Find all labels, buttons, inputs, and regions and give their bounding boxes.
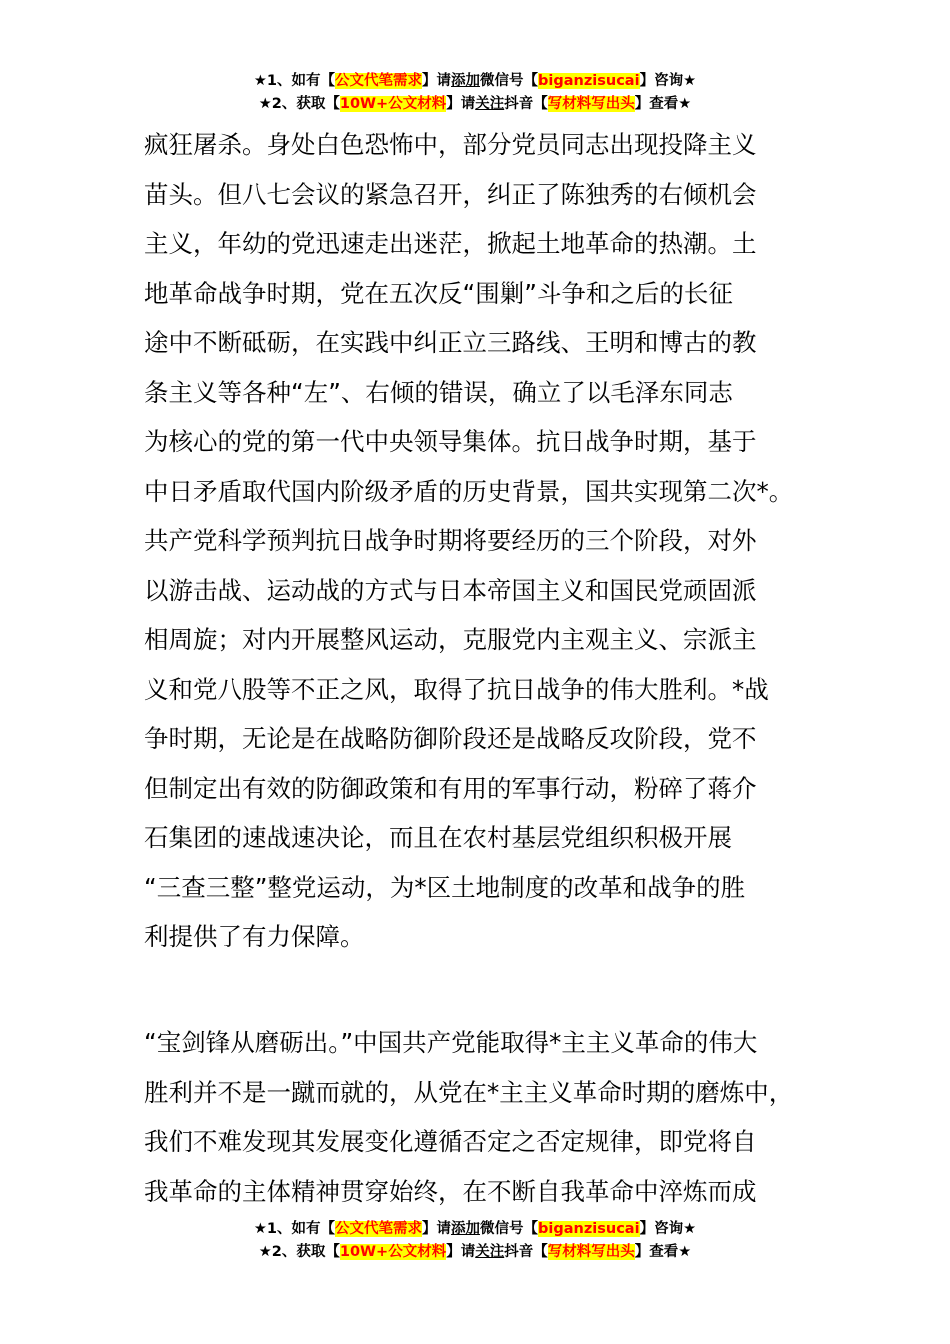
banner-2-middle-2: 抖音【 bbox=[504, 96, 548, 112]
banner-2-middle: 】请 bbox=[446, 96, 476, 112]
banner-1-underlined: 添加 bbox=[451, 73, 481, 89]
banner-1-underlined: 添加 bbox=[451, 1221, 481, 1237]
banner-1-highlight-service: 公文代笔需求 bbox=[335, 73, 423, 89]
banner-1-middle: 】请 bbox=[422, 73, 452, 89]
text-line: 义和党八股等不正之风，取得了抗日战争的伟大胜利。*战 bbox=[144, 674, 769, 704]
paragraph-1 bbox=[144, 120, 812, 962]
banner-1-highlight-wechat: biganzisucai bbox=[538, 73, 640, 89]
banner-1-suffix: 】咨询★ bbox=[639, 73, 697, 89]
banner-2-highlight-materials: 10W+公文材料 bbox=[339, 96, 447, 112]
banner-1-middle: 】请 bbox=[422, 1221, 452, 1237]
banner-1-highlight-wechat: biganzisucai bbox=[538, 1221, 640, 1237]
text-line: 地革命战争时期，党在五次反“围剿”斗争和之后的长征 bbox=[144, 278, 733, 308]
text-line: 石集团的速战速决论，而且在农村基层党组织积极开展 bbox=[144, 823, 732, 852]
banner-2-highlight-douyin: 写材料写出头 bbox=[547, 1244, 635, 1260]
text-line: 胜利并不是一蹴而就的，从党在*主主义革命时期的磨炼中， bbox=[144, 1077, 794, 1107]
text-line: 共产党科学预判抗日战争时期将要经历的三个阶段，对外 bbox=[144, 526, 757, 555]
text-line: 疯狂屠杀。身处白色恐怖中，部分党员同志出现投降主义 bbox=[144, 130, 757, 159]
text-line: 利提供了有力保障。 bbox=[144, 922, 365, 951]
banner-1-middle-2: 微信号【 bbox=[480, 1221, 539, 1237]
banner-2-underlined: 关注 bbox=[475, 1244, 505, 1260]
banner-1-suffix: 】咨询★ bbox=[639, 1221, 697, 1237]
banner-2-highlight-materials: 10W+公文材料 bbox=[339, 1244, 447, 1260]
banner-1-prefix: ★1、如有【 bbox=[253, 1221, 336, 1237]
text-line: 条主义等各种“左”、右倾的错误，确立了以毛泽东同志 bbox=[144, 377, 733, 407]
text-line: 我们不难发现其发展变化遵循否定之否定规律，即党将自 bbox=[144, 1127, 757, 1156]
banner-2-suffix: 】查看★ bbox=[634, 96, 692, 112]
banner-line-1 bbox=[0, 70, 950, 93]
banner-2-middle-2: 抖音【 bbox=[504, 1244, 548, 1260]
banner-2-prefix: ★2、获取【 bbox=[258, 96, 340, 112]
text-line: 争时期，无论是在战略防御阶段还是战略反攻阶段，党不 bbox=[144, 724, 757, 753]
banner-1-middle-2: 微信号【 bbox=[480, 73, 539, 89]
banner-2-underlined: 关注 bbox=[475, 96, 505, 112]
banner-2-middle: 】请 bbox=[446, 1244, 476, 1260]
footer-banner bbox=[0, 1218, 950, 1264]
banner-2-highlight-douyin: 写材料写出头 bbox=[547, 96, 635, 112]
text-line: 以游击战、运动战的方式与日本帝国主义和国民党顽固派 bbox=[144, 575, 757, 605]
banner-1-highlight-service: 公文代笔需求 bbox=[335, 1221, 423, 1237]
banner-line-2 bbox=[0, 1241, 950, 1264]
banner-2-suffix: 】查看★ bbox=[634, 1244, 692, 1260]
text-line: 途中不断砥砺，在实践中纠正立三路线、王明和博古的教 bbox=[144, 328, 757, 357]
banner-line-2 bbox=[0, 93, 950, 116]
banner-1-prefix: ★1、如有【 bbox=[253, 73, 336, 89]
header-banner bbox=[0, 70, 950, 116]
banner-2-prefix: ★2、获取【 bbox=[258, 1244, 340, 1260]
text-line: 我革命的主体精神贯穿始终，在不断自我革命中淬炼而成 bbox=[144, 1176, 757, 1206]
text-line: 但制定出有效的防御政策和有用的军事行动，粉碎了蒋介 bbox=[144, 773, 757, 803]
text-line: 相周旋；对内开展整风运动，克服党内主观主义、宗派主 bbox=[144, 625, 757, 654]
text-line: 主义，年幼的党迅速走出迷茫，掀起土地革命的热潮。土 bbox=[144, 229, 757, 258]
paragraph-2 bbox=[144, 1018, 812, 1216]
text-line: 中日矛盾取代国内阶级矛盾的历史背景，国共实现第二次*。 bbox=[144, 476, 794, 506]
banner-line-1 bbox=[0, 1218, 950, 1241]
text-line: “宝剑锋从磨砺出。”中国共产党能取得*主主义革命的伟大 bbox=[144, 1028, 758, 1057]
text-line: “三查三整”整党运动，为*区土地制度的改革和战争的胜 bbox=[144, 872, 746, 902]
text-line: 为核心的党的第一代中央领导集体。抗日战争时期，基于 bbox=[144, 427, 757, 456]
text-line: 苗头。但八七会议的紧急召开，纠正了陈独秀的右倾机会 bbox=[144, 179, 757, 209]
